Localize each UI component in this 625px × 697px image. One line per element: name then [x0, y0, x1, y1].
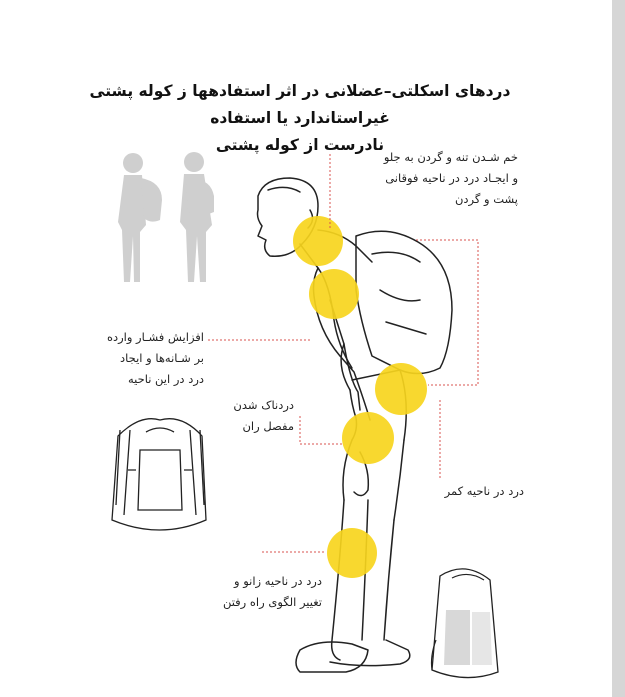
- annotation-hip-line-2: مفصل ران: [242, 419, 294, 433]
- annotation-knee-line-2: تغییر الگوی راه رفتن: [222, 595, 322, 609]
- title-line-2: نادرست از کوله پشتی: [215, 136, 385, 154]
- backpack-front-sketch: [112, 419, 206, 530]
- pain-zones: [293, 216, 427, 578]
- annotation-shoulder-line-2: بر شـانه‌ها و ایجاد: [120, 351, 204, 365]
- annotation-shoulder-line-3: درد در این ناحیه: [127, 372, 204, 386]
- annotation-shoulder-line-1: افزایش فشـار وارده: [106, 330, 204, 344]
- annotation-neck-line-1: خم شـدن تنه و گردن به جلو: [383, 150, 518, 164]
- annotation-hip: [214, 395, 294, 437]
- shoulder-pain-zone: [309, 269, 359, 319]
- title-line-1: دردهای اسکلتی–عضلانی در اثر استفادهها ز کوله پشتی غیراستاندارد یا استفاده: [89, 82, 511, 127]
- annotation-neck-line-3: پشت و گردن: [454, 192, 518, 206]
- leader-line-hip: [300, 416, 342, 444]
- annotation-neck-line-2: و ایجـاد درد در ناحیه فوقانی: [385, 171, 518, 185]
- annotation-knee-line-1: درد در ناحیه زانو و: [234, 574, 322, 588]
- page-gutter: [612, 0, 625, 697]
- silhouette-back-view: [180, 152, 214, 282]
- annotation-lower-back: [420, 481, 524, 502]
- leader-line-upper-back: [416, 240, 478, 385]
- backpack-standing-sketch: [432, 569, 499, 678]
- hip-pain-zone: [342, 412, 394, 464]
- annotation-knee: [186, 571, 322, 613]
- silhouette-side-view: [118, 153, 162, 282]
- annotation-hip-line-1: دردناک شدن: [233, 398, 294, 412]
- lower-back-pain-zone: [375, 363, 427, 415]
- annotation-neck: [360, 147, 518, 210]
- knee-pain-zone: [327, 528, 377, 578]
- neck-pain-zone: [293, 216, 343, 266]
- annotation-shoulder: [80, 327, 204, 390]
- annotation-lower-back-line-1: درد در ناحیه کمر: [444, 484, 524, 498]
